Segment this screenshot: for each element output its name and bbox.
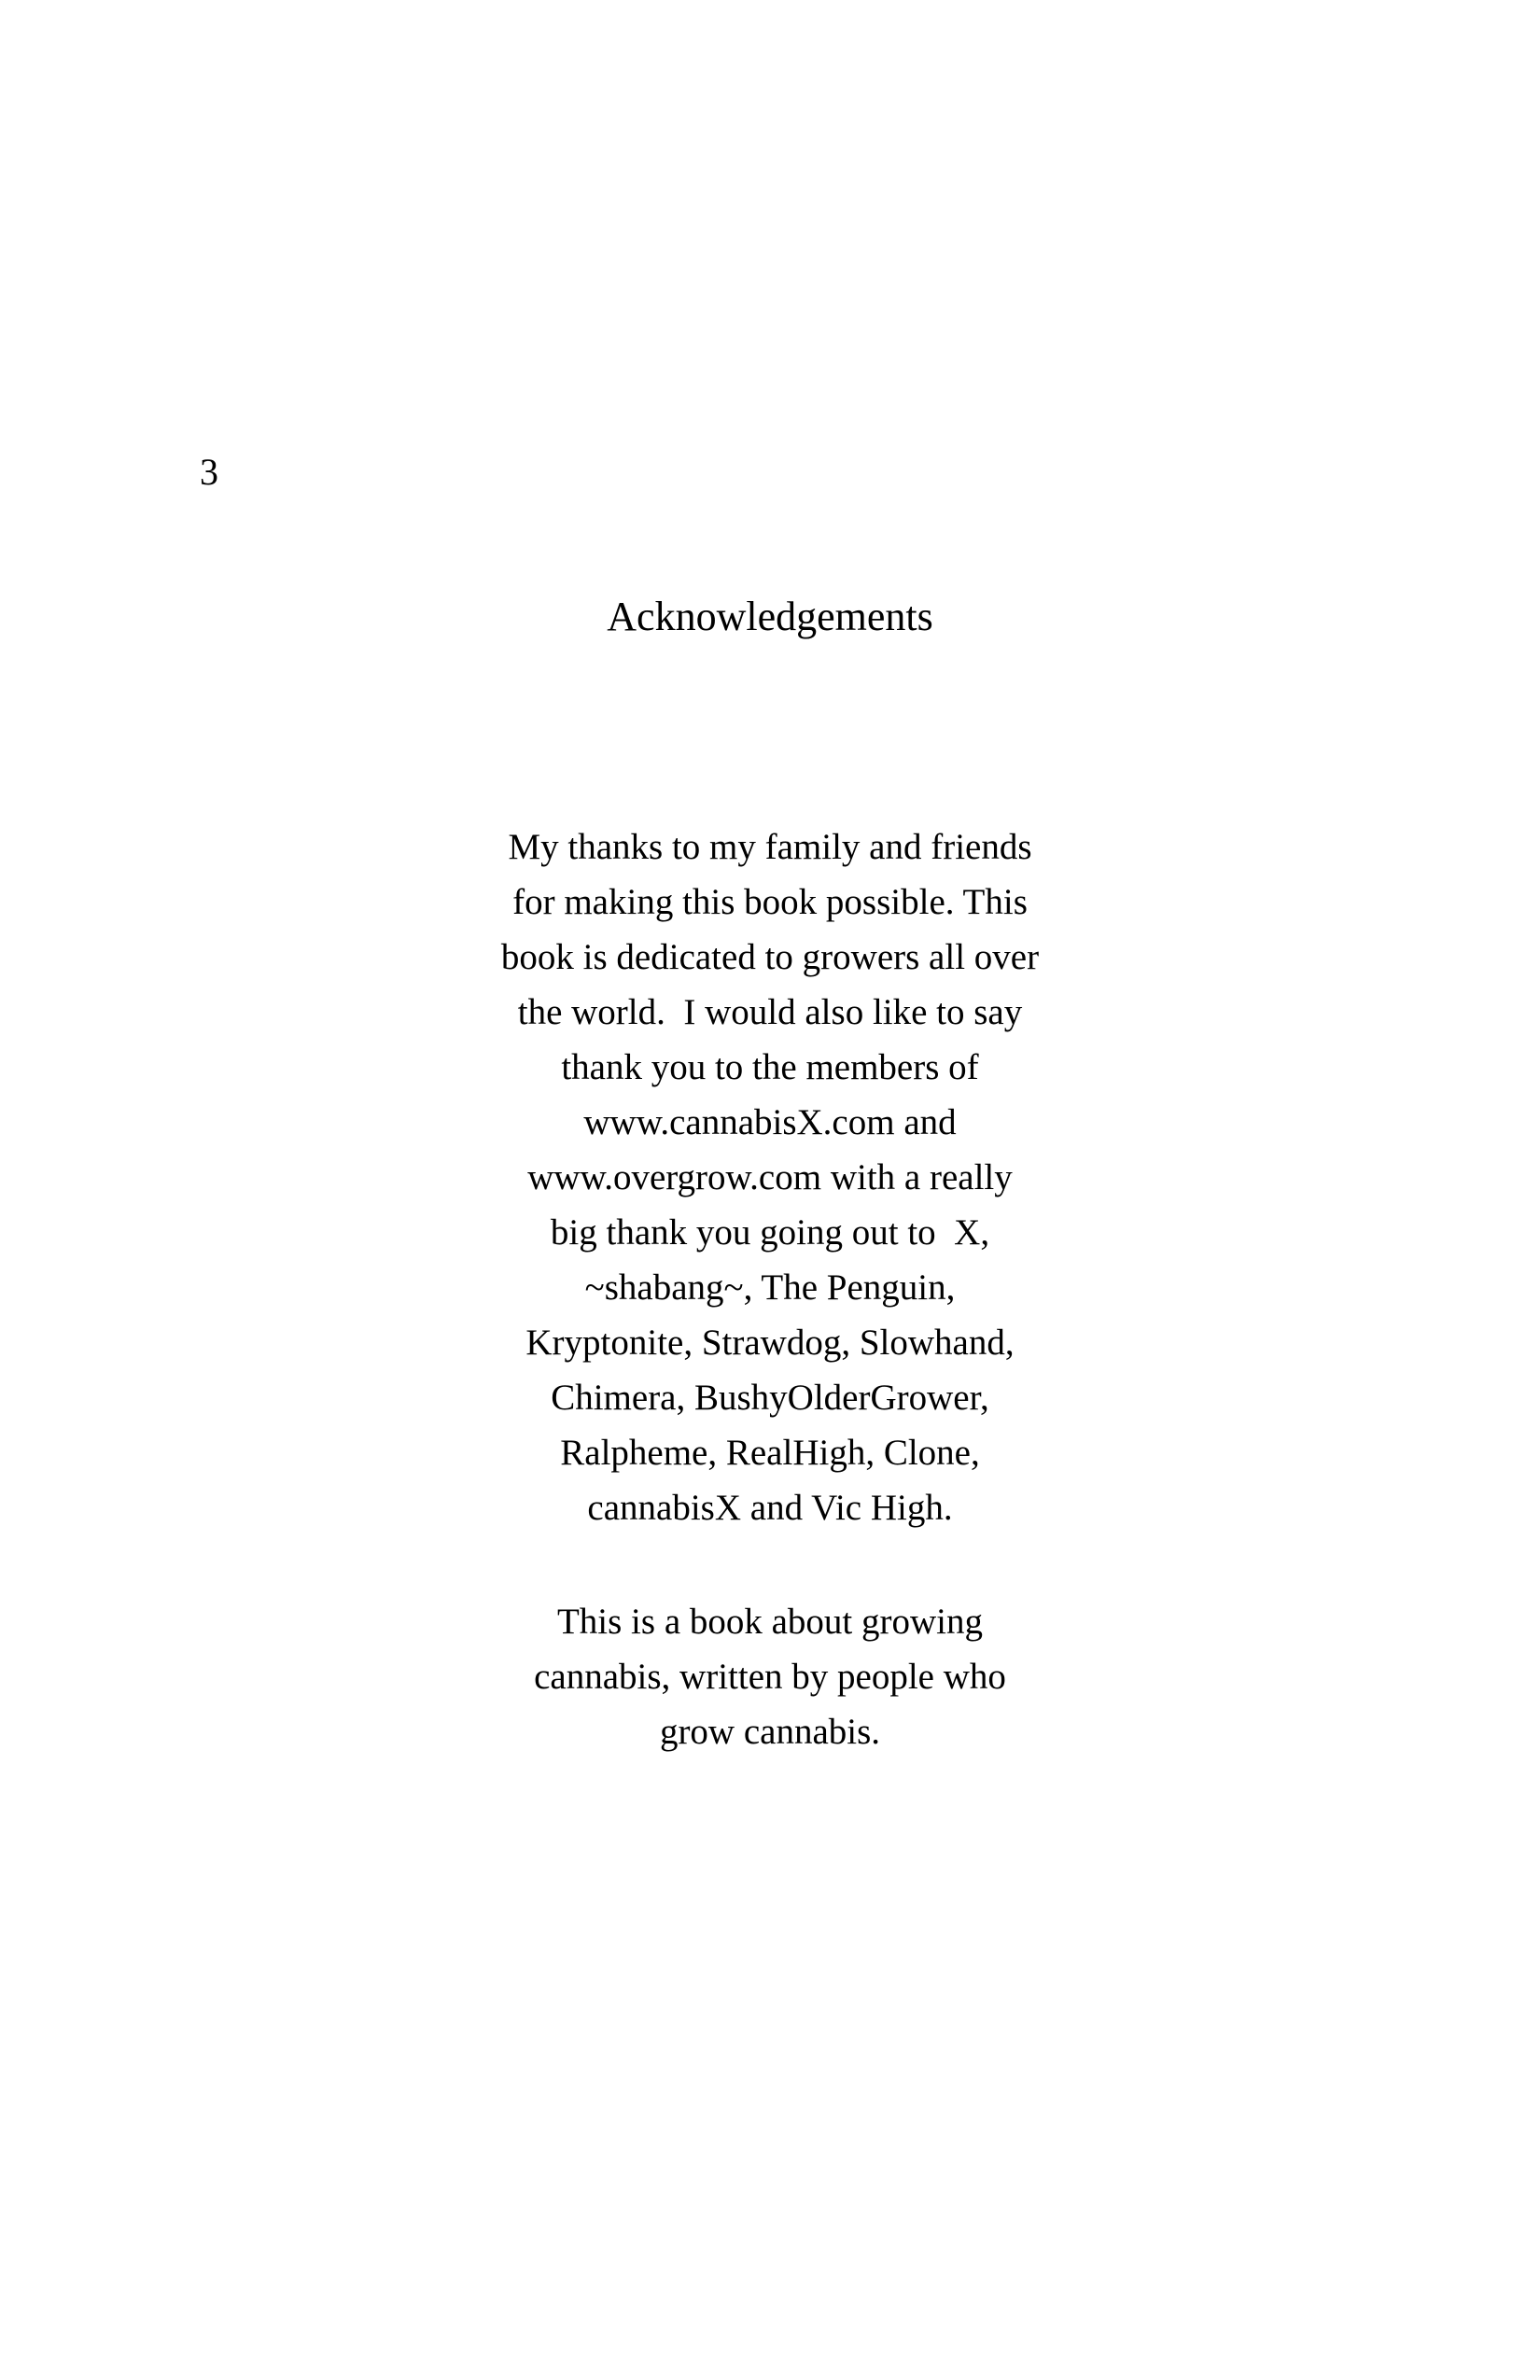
text-line: Ralpheme, RealHigh, Clone, (560, 1433, 980, 1473)
text-line: Kryptonite, Strawdog, Slowhand, (525, 1323, 1015, 1363)
text-line: cannabis, written by people who (534, 1657, 1006, 1697)
text-line: My thanks to my family and friends (508, 827, 1032, 867)
page-number: 3 (200, 451, 218, 493)
text-line: www.cannabisX.com and (583, 1102, 957, 1142)
text-line: www.overgrow.com with a really (527, 1157, 1013, 1197)
page-title: Acknowledgements (607, 594, 933, 639)
text-line: book is dedicated to growers all over (500, 937, 1040, 977)
text-line: cannabisX and Vic High. (587, 1488, 953, 1528)
thanks-paragraph (0, 819, 1540, 1535)
text-line: big thank you going out to X, (550, 1212, 990, 1253)
text-line: Chimera, BushyOlderGrower, (551, 1378, 989, 1418)
text-line: This is a book about growing (556, 1602, 984, 1642)
text-line: thank you to the members of (561, 1047, 979, 1087)
text-line: for making this book possible. This (512, 882, 1028, 922)
text-line: grow cannabis. (659, 1712, 881, 1752)
text-line: ~shabang~, The Penguin, (584, 1267, 956, 1308)
text-line: the world. I would also like to say (517, 992, 1023, 1032)
about-paragraph (0, 1594, 1540, 1759)
